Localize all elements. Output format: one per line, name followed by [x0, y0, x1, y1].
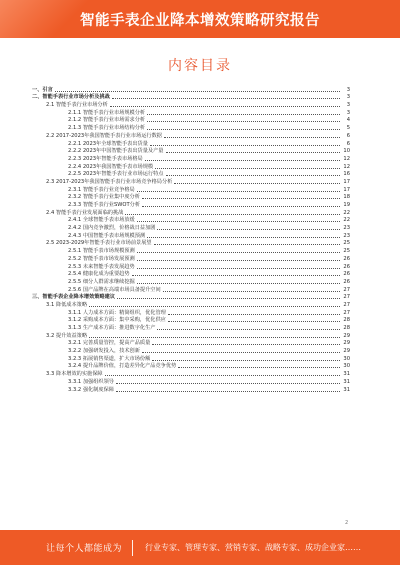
toc-entry-page: 31 — [343, 371, 350, 378]
toc-entry-page: 16 — [343, 171, 350, 178]
toc-entry-page: 3 — [346, 102, 350, 109]
toc-entry[interactable] — [32, 386, 350, 394]
toc-entry-label: 2.1.3 智能手表行业市场结构分析 — [68, 125, 146, 132]
toc-leader-dots — [168, 321, 340, 322]
toc-entry-label: 2.5.5 细分人群需求继续挖掘 — [68, 278, 135, 285]
toc-entry-page: 18 — [343, 194, 350, 201]
toc-entry-label: 3.3 降本增效的实施保障 — [46, 371, 103, 378]
toc-entry-page: 12 — [343, 163, 350, 170]
report-title: 智能手表企业降本增效策略研究报告 — [80, 12, 320, 29]
toc-entry-label: 二、智能手表行业市场分析及挑战 — [32, 94, 110, 101]
toc-entry-label: 3.3.1 加强组织领导 — [68, 378, 114, 385]
toc-entry[interactable] — [32, 124, 350, 132]
toc-entry-label: 3.2.1 完善质量管控，提高产品质量 — [68, 340, 151, 347]
toc-entry[interactable] — [32, 255, 350, 263]
toc-entry[interactable] — [32, 224, 350, 232]
toc-entry-page: 30 — [343, 363, 350, 370]
toc-entry-page: 25 — [343, 248, 350, 255]
toc-entry-label: 2.1.2 智能手表行业市场需求分析 — [68, 117, 146, 124]
toc-entry[interactable] — [32, 148, 350, 156]
footer-slogan: 让每个人都能成为 — [46, 544, 123, 554]
toc-entry-page: 5 — [346, 125, 350, 132]
toc-entry-label: 2.2.1 2023年全球智能手表出货量 — [68, 140, 148, 147]
toc-leader-dots — [105, 375, 340, 376]
toc-entry-page: 10 — [343, 148, 350, 155]
toc-entry-label: 2.1 智能手表行业市场分析 — [46, 102, 108, 109]
toc-entry-page: 17 — [343, 178, 350, 185]
toc-entry-page: 6 — [346, 132, 350, 139]
toc-entry-label: 2.5.2 智能手表市场发展预测 — [68, 255, 135, 262]
toc-entry[interactable] — [32, 101, 350, 109]
toc-leader-dots — [155, 168, 340, 169]
toc-entry-label: 2.3.2 智能手表行业集中度分析 — [68, 194, 140, 201]
toc-entry-page: 26 — [343, 278, 350, 285]
toc-entry[interactable] — [32, 294, 350, 302]
toc-entry[interactable] — [32, 86, 350, 94]
toc-leader-dots — [166, 152, 341, 153]
toc-entry-page: 19 — [343, 202, 350, 208]
toc-entry[interactable] — [32, 278, 350, 286]
toc-leader-dots — [132, 275, 340, 276]
toc-entry-label: 3.1.3 生产成本方面：推进数字化生产 — [68, 325, 156, 331]
toc-entry-page: 27 — [343, 286, 350, 293]
toc-entry[interactable] — [32, 324, 350, 332]
toc-entry-label: 3.1.2 采购成本方面：集中采购，优化供应 — [68, 317, 166, 324]
toc-entry-page: 27 — [343, 301, 350, 308]
toc-leader-dots — [152, 360, 340, 361]
toc-entry[interactable] — [32, 163, 350, 171]
toc-entry[interactable] — [32, 232, 350, 240]
toc-entry-label: 3.2.3 拓展销售渠道，扩大市场份额 — [68, 355, 151, 362]
toc-entry[interactable] — [32, 178, 350, 186]
toc-leader-dots — [142, 206, 340, 207]
toc-leader-dots — [157, 229, 340, 230]
toc-entry-label: 2.1.1 智能手表行业市场规模分析 — [68, 109, 146, 116]
toc-entry-page: 22 — [343, 209, 350, 216]
toc-entry-page: 26 — [343, 263, 350, 270]
toc-entry-page: 3 — [346, 94, 350, 101]
toc-entry-label: 3.1.1 人力成本方面：精简组织，优化管理 — [68, 309, 166, 316]
toc-entry-label: 2.4.1 全球智能手表市场放缓 — [68, 217, 135, 224]
toc-entry-label: 2.2.2 2023年中国智能手表出货量及产量 — [68, 148, 164, 155]
toc-leader-dots — [137, 268, 340, 269]
toc-entry[interactable] — [32, 332, 350, 340]
toc-entry[interactable] — [32, 370, 350, 378]
toc-leader-dots — [89, 306, 340, 307]
toc-entry-page: 12 — [343, 155, 350, 162]
toc-entry-label: 三、智能手表企业降本增效策略建议 — [32, 294, 116, 301]
toc-entry-page: 3 — [346, 86, 350, 93]
toc-entry-label: 2.2.5 2023年智能手表行业市场运行特点 — [68, 171, 164, 178]
toc-entry[interactable] — [32, 247, 350, 255]
toc-entry-page: 23 — [343, 232, 350, 239]
footer-tagline: 行业专家、管理专家、营销专家、战略专家、成功企业家…… — [145, 543, 362, 552]
toc-entry[interactable] — [32, 378, 350, 386]
toc-heading: 内容目录 — [168, 58, 232, 74]
toc-entry[interactable] — [32, 132, 350, 140]
footer-divider — [132, 540, 133, 556]
toc-entry-label: 3.2.2 加强研发投入，技术创新 — [68, 348, 140, 355]
toc-entry[interactable] — [32, 201, 350, 209]
toc-entry[interactable] — [32, 217, 350, 225]
toc-entry[interactable] — [32, 286, 350, 294]
toc-leader-dots — [163, 291, 340, 292]
toc-entry[interactable] — [32, 209, 350, 217]
toc-leader-dots — [110, 106, 340, 107]
toc-leader-dots — [157, 329, 340, 330]
toc-leader-dots — [178, 367, 340, 368]
toc-entry-page: 29 — [343, 340, 350, 347]
toc-entry[interactable] — [32, 317, 350, 325]
toc-leader-dots — [154, 244, 340, 245]
toc-entry-page: 26 — [343, 255, 350, 262]
toc-entry[interactable] — [32, 347, 350, 355]
toc-entry[interactable] — [32, 363, 350, 371]
toc-leader-dots — [55, 91, 340, 92]
toc-leader-dots — [145, 160, 340, 161]
toc-leader-dots — [164, 137, 340, 138]
toc-leader-dots — [147, 114, 340, 115]
toc-leader-dots — [137, 191, 340, 192]
toc-entry-page: 28 — [343, 317, 350, 324]
toc-entry[interactable] — [32, 355, 350, 363]
toc-entry[interactable] — [32, 301, 350, 309]
toc-entry-label: 2.5.6 国产品牌在高端市场具备提升空间 — [68, 286, 161, 293]
toc-entry-page: 25 — [343, 240, 350, 247]
toc-entry-page: 28 — [343, 325, 350, 331]
toc-leader-dots — [116, 383, 340, 384]
toc-entry-label: 2.5.4 健康化成为重要趋势 — [68, 271, 130, 278]
toc-entry-label: 3.1 降低成本策略 — [46, 301, 88, 308]
toc-entry-page: 31 — [343, 378, 350, 385]
toc-leader-dots — [116, 391, 340, 392]
toc-leader-dots — [137, 260, 340, 261]
toc-entry-page: 3 — [346, 109, 350, 116]
toc-leader-dots — [152, 344, 340, 345]
toc-leader-dots — [147, 121, 340, 122]
toc-entry-page: 27 — [343, 309, 350, 316]
toc-entry[interactable] — [32, 271, 350, 279]
toc-leader-dots — [137, 252, 340, 253]
toc-leader-dots — [174, 183, 340, 184]
toc-leader-dots — [142, 352, 340, 353]
toc-entry[interactable] — [32, 194, 350, 202]
toc-leader-dots — [142, 198, 340, 199]
toc-entry[interactable] — [32, 140, 350, 148]
toc-entry[interactable] — [32, 171, 350, 179]
toc-leader-dots — [117, 298, 340, 299]
toc-leader-dots — [150, 145, 340, 146]
toc-leader-dots — [125, 214, 340, 215]
toc-entry-label: 2.3 2017-2023年我国智能手表行业市场竞争格局分析 — [46, 178, 173, 185]
toc-entry-label: 3.2 提升效益策略 — [46, 332, 88, 339]
toc-entry-label: 2.3.3 智能手表行业SWOT分析 — [68, 202, 141, 208]
toc-entry[interactable] — [32, 117, 350, 125]
toc-entry-page: 30 — [343, 355, 350, 362]
toc-entry-label: 2.2.4 2023年我国智能手表市场规模 — [68, 163, 154, 170]
toc-leader-dots — [137, 221, 340, 222]
toc-entry[interactable] — [32, 186, 350, 194]
toc-entry-page: 29 — [343, 348, 350, 355]
toc-entry-page: 31 — [343, 386, 350, 393]
toc-entry-page: 26 — [343, 271, 350, 278]
toc-entry-label: 2.2.3 2023年智能手表市场格局 — [68, 155, 143, 162]
toc-entry-label: 2.4 智能手表行业发展面临的挑战 — [46, 209, 124, 216]
toc-entry-label: 2.4.3 中国智能手表市场规模预测 — [68, 232, 146, 239]
toc-entry-label: 2.2 2017-2023年我国智能手表行业市场运行数据 — [46, 132, 162, 139]
toc-entry-page: 6 — [346, 140, 350, 147]
toc-entry-label: 2.5.3 未来智能手表发展趋势 — [68, 263, 135, 270]
toc-entry-page: 22 — [343, 217, 350, 224]
toc-entry-page: 17 — [343, 186, 350, 193]
toc-entry-label: 3.3.2 强化制度保障 — [68, 386, 114, 393]
toc-leader-dots — [147, 129, 340, 130]
toc-entry[interactable] — [32, 155, 350, 163]
toc-entry-label: 2.5 2023-2029年智能手表行业市场前景展望 — [46, 240, 152, 247]
toc-entry[interactable] — [32, 340, 350, 348]
toc-leader-dots — [168, 314, 340, 315]
toc-entry-label: 3.2.4 提升品牌价值，打造差异化产品竞争优势 — [68, 363, 177, 370]
toc-leader-dots — [112, 98, 340, 99]
toc-entry[interactable] — [32, 263, 350, 271]
header-banner — [0, 0, 400, 38]
toc-entry[interactable] — [32, 240, 350, 248]
toc-entry-label: 一、引言 — [32, 86, 53, 93]
banner-decoration — [0, 0, 90, 38]
toc-entry-label: 2.3.1 智能手表行业竞争格局 — [68, 186, 135, 193]
table-of-contents — [32, 86, 350, 394]
toc-entry-label: 2.4.2 国内竞争激烈，价格战日益加剧 — [68, 225, 156, 232]
toc-entry[interactable] — [32, 309, 350, 317]
footer-banner — [0, 530, 400, 565]
toc-entry[interactable] — [32, 94, 350, 102]
toc-leader-dots — [89, 337, 340, 338]
toc-entry-page: 29 — [343, 332, 350, 339]
toc-entry-page: 27 — [343, 294, 350, 301]
toc-entry-page: 23 — [343, 225, 350, 232]
toc-entry[interactable] — [32, 109, 350, 117]
toc-entry-label: 2.5.1 智能手表市场规模预测 — [68, 248, 135, 255]
page-number: 2 — [345, 520, 349, 526]
toc-leader-dots — [137, 283, 340, 284]
toc-entry-page: 4 — [346, 117, 350, 124]
toc-leader-dots — [147, 237, 340, 238]
toc-leader-dots — [166, 175, 341, 176]
